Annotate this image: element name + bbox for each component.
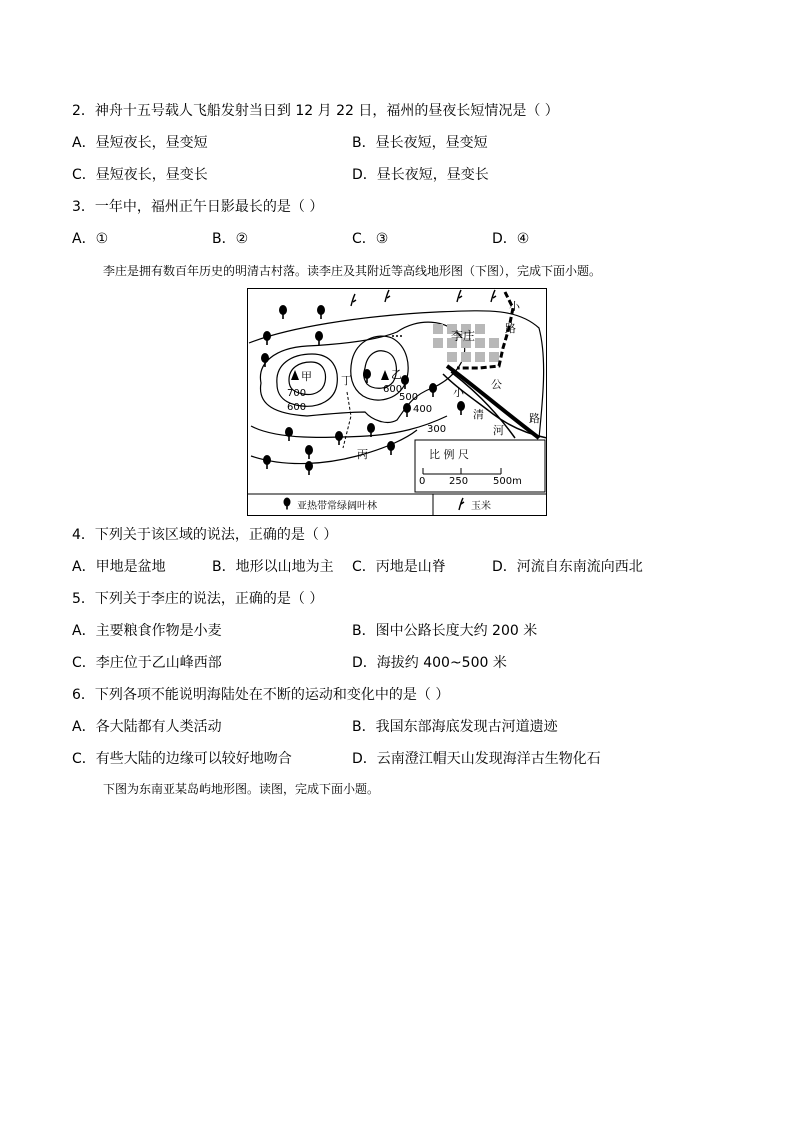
scale-tick-500m: 500m bbox=[493, 476, 522, 487]
q5-stem: 5．下列关于李庄的说法，正确的是（ ） bbox=[72, 591, 324, 607]
q6-option-b: B．我国东部海底发现古河道遗迹 bbox=[352, 719, 558, 735]
label-jia: 甲 bbox=[301, 370, 312, 383]
label-highway-1: 公 bbox=[491, 378, 502, 391]
contour-label-600-a: 600 bbox=[287, 402, 307, 413]
contour-label-700: 700 bbox=[287, 388, 307, 399]
q5-option-b: B．图中公路长度大约 200 米 bbox=[352, 623, 538, 639]
contour-label-600-b: 600 bbox=[383, 384, 403, 395]
q4-option-a: A．甲地是盆地 bbox=[72, 559, 166, 575]
q3-stem: 3．一年中，福州正午日影最长的是（ ） bbox=[72, 199, 324, 215]
label-river-3: 河 bbox=[493, 424, 504, 437]
q2-option-c: C．昼短夜长，昼变长 bbox=[72, 167, 208, 183]
q3-option-b: B．② bbox=[212, 231, 249, 247]
scale-tick-250: 250 bbox=[449, 476, 469, 487]
q6-option-c: C．有些大陆的边缘可以较好地吻合 bbox=[72, 751, 292, 767]
q6-option-d: D．云南澄江帽天山发现海洋古生物化石 bbox=[352, 751, 601, 767]
label-highway-2: 路 bbox=[529, 412, 540, 425]
q4-stem: 4．下列关于该区域的说法，正确的是（ ） bbox=[72, 527, 338, 543]
contour-label-500: 500 bbox=[399, 392, 419, 403]
scale-tick-0: 0 bbox=[419, 476, 426, 487]
contour-label-300: 300 bbox=[427, 424, 447, 435]
label-river-1: 小 bbox=[453, 386, 464, 399]
contour-map-figure bbox=[247, 288, 547, 516]
q6-option-a: A．各大陆都有人类活动 bbox=[72, 719, 222, 735]
q4-option-b: B．地形以山地为主 bbox=[212, 559, 334, 575]
contour-label-400: 400 bbox=[413, 404, 433, 415]
q2-option-b: B．昼长夜短，昼变短 bbox=[352, 135, 488, 151]
scale-title: 比 例 尺 bbox=[429, 448, 469, 461]
scale-box bbox=[415, 440, 545, 492]
q2-stem: 2．神舟十五号载人飞船发射当日到 12 月 22 日，福州的昼夜长短情况是（ ） bbox=[72, 103, 559, 119]
q3-option-a: A．① bbox=[72, 231, 109, 247]
passage-intro-island: 下图为东南亚某岛屿地形图。读图，完成下面小题。 bbox=[103, 782, 380, 796]
legend-corn-label: 玉米 bbox=[471, 501, 491, 512]
label-bing: 丙 bbox=[357, 448, 368, 461]
label-ding: 丁 bbox=[341, 374, 352, 387]
legend-forest-label: 亚热带常绿阔叶林 bbox=[297, 501, 377, 512]
label-small-road-2: 路 bbox=[505, 322, 516, 335]
q3-option-d: D．④ bbox=[492, 231, 530, 247]
label-yi: 乙 bbox=[391, 368, 402, 381]
q5-option-d: D．海拔约 400~500 米 bbox=[352, 655, 507, 671]
q4-option-d: D．河流自东南流向西北 bbox=[492, 559, 643, 575]
passage-intro-lizhuang: 李庄是拥有数百年历史的明清古村落。读李庄及其附近等高线地形图（下图），完成下面小题。 bbox=[103, 264, 602, 278]
q2-option-a: A．昼短夜长，昼变短 bbox=[72, 135, 208, 151]
q5-option-c: C．李庄位于乙山峰西部 bbox=[72, 655, 222, 671]
spot-marks bbox=[392, 335, 402, 337]
q3-option-c: C．③ bbox=[352, 231, 389, 247]
q2-option-d: D．昼长夜短，昼变长 bbox=[352, 167, 489, 183]
q5-option-a: A．主要粮食作物是小麦 bbox=[72, 623, 222, 639]
q6-stem: 6．下列各项不能说明海陆处在不断的运动和变化中的是（ ） bbox=[72, 687, 450, 703]
label-lizhuang: 李庄 bbox=[451, 329, 476, 343]
label-river-2: 清 bbox=[473, 408, 484, 421]
label-small-road-1: 小 bbox=[509, 300, 520, 313]
q4-option-c: C．丙地是山脊 bbox=[352, 559, 446, 575]
